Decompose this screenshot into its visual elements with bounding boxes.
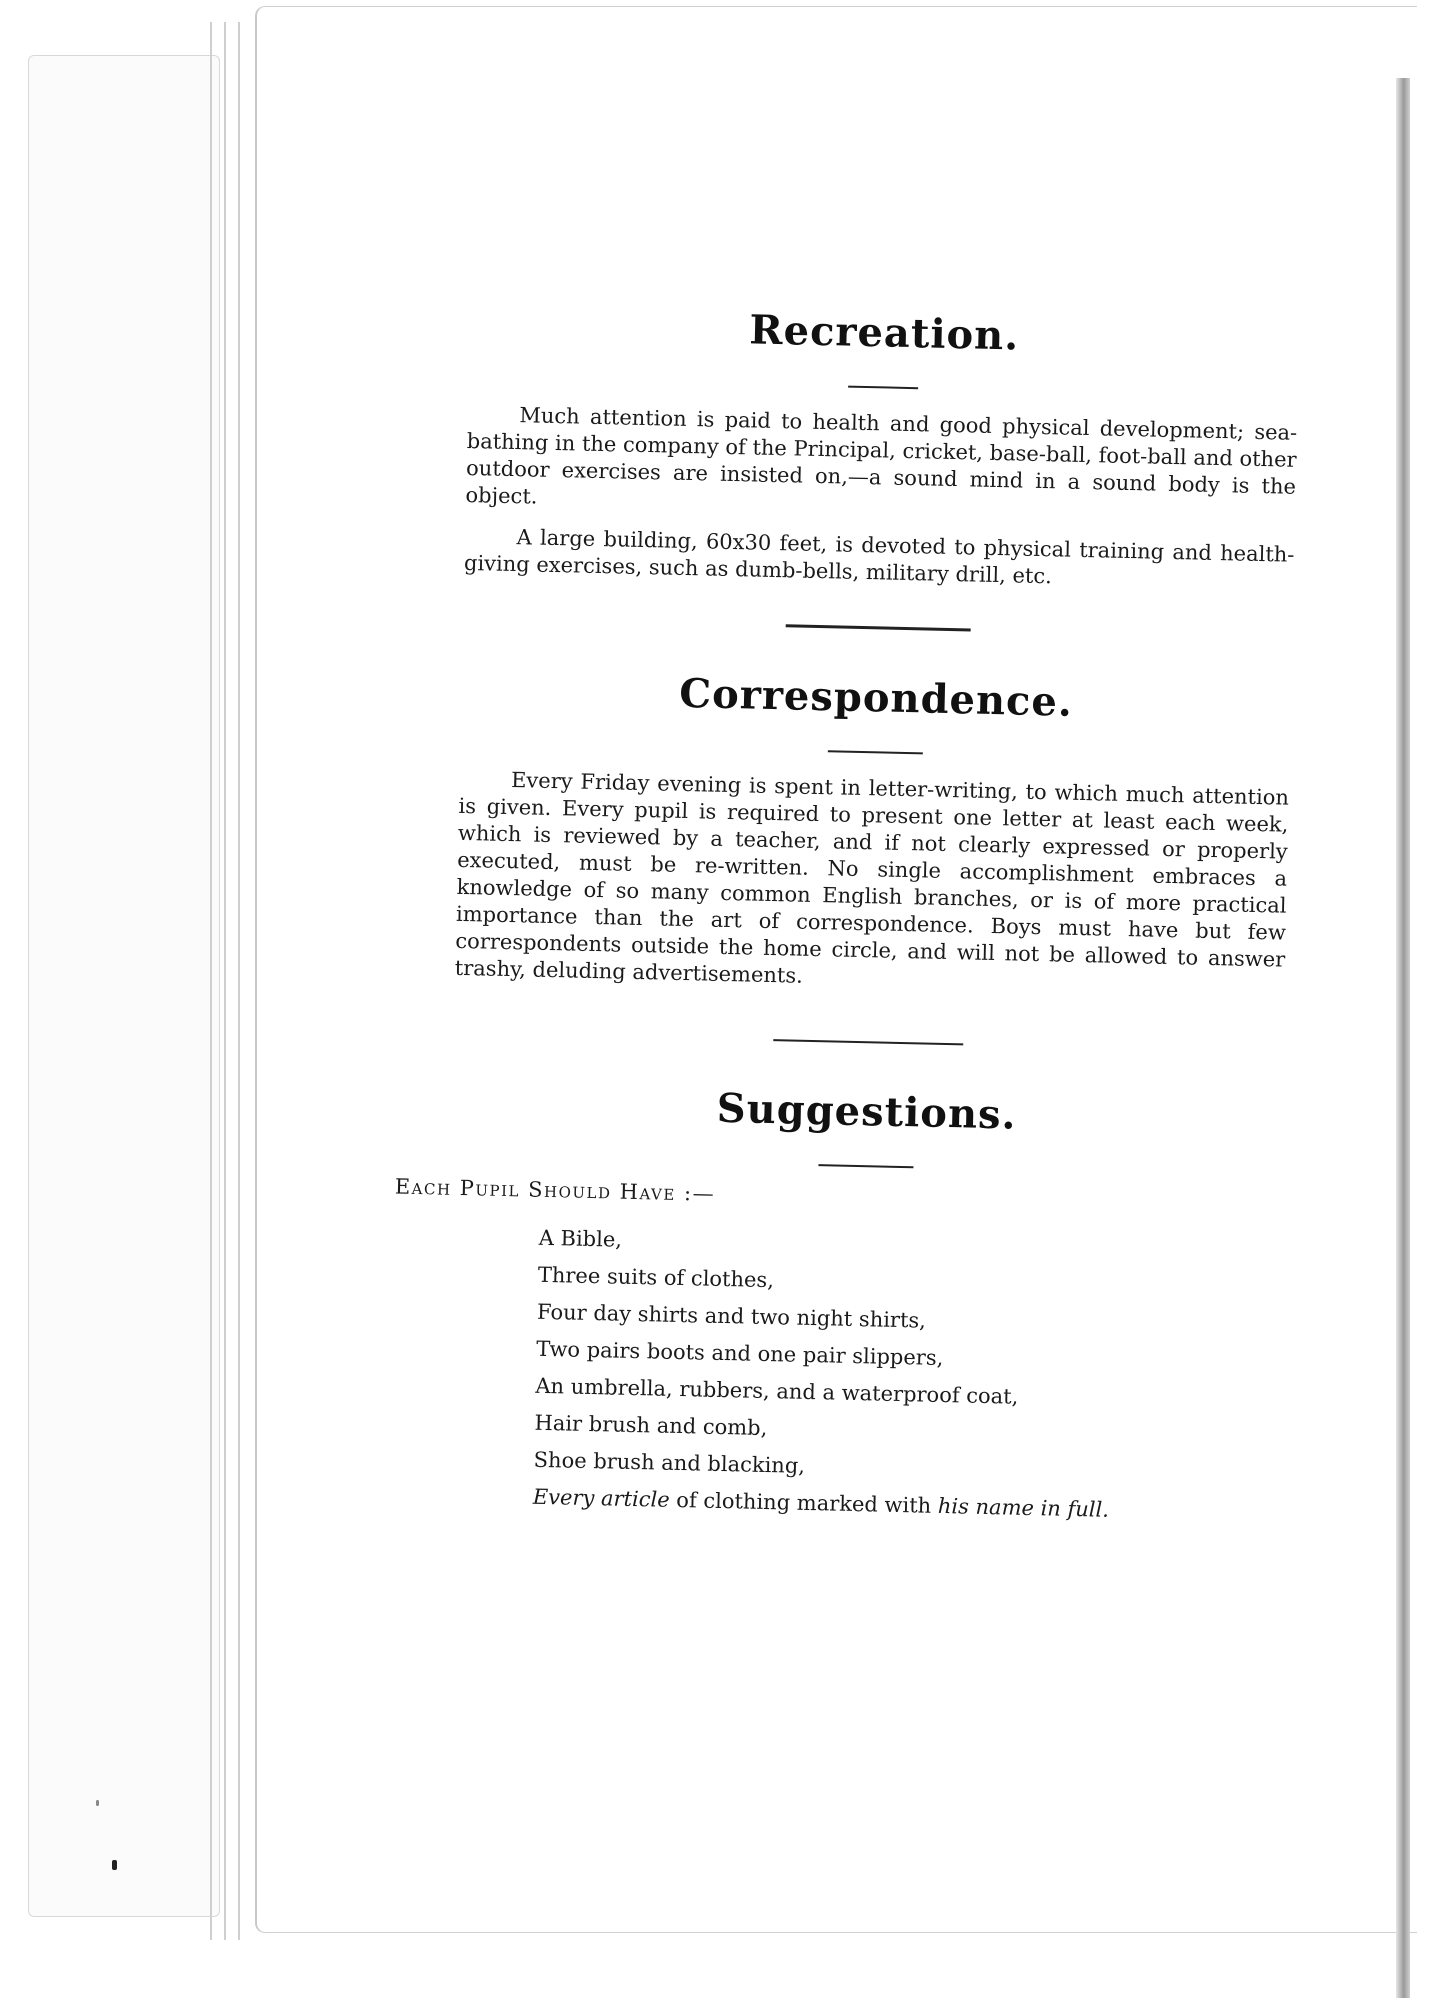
list-item-text: of clothing marked with — [669, 1487, 939, 1518]
edge-mark — [96, 1800, 99, 1806]
list-item: An umbrella, rubbers, and a waterproof coat, — [535, 1373, 1019, 1409]
correspondence-paragraph: Every Friday evening is spent in letter-writing, to which much attention is given. Every pupil is required to present one letter at least each week, which is reviewed by a teacher, and if not clearly expressed or properly executed, must be re-written. No single accomplishment embraces a knowledge of so many common English branches, or is of more practical importance than the art of correspondence. Boys must have but few correspondents outside the home circle, and will not be allowed to answer trashy, deluding advertisements. — [454, 768, 1290, 988]
correspondence-heading: Correspondence. — [678, 669, 1074, 726]
list-item-emphasis: his name in full. — [937, 1493, 1110, 1522]
back-page-edge — [28, 55, 220, 1917]
recreation-paragraph-2: A large building, 60x30 feet, is devoted to physical training and health-giving exercises, such as dumb-bells, military drill, etc. — [463, 525, 1295, 589]
page-spine-shadow — [1396, 78, 1410, 1998]
page-stack-edge — [238, 22, 240, 1940]
suggestions-list — [442, 1218, 1279, 1533]
list-item: Shoe brush and blacking, — [533, 1447, 806, 1478]
list-item: Four day shirts and two night shirts, — [536, 1299, 927, 1333]
edge-mark — [112, 1860, 117, 1870]
list-item: Two pairs boots and one pair slippers, — [535, 1336, 944, 1371]
page-content — [394, 300, 1299, 1533]
recreation-paragraph-1: Much attention is paid to health and good physical development; sea-bathing in the company of the Principal, cricket, base-ball, foot-ball and other outdoor exercises are insisted on,—a sound mind in a sound body is the object. — [465, 403, 1298, 509]
section-divider — [785, 624, 970, 631]
page-stack-edge — [224, 22, 226, 1940]
list-item: Three suits of clothes, — [537, 1262, 775, 1293]
page-stack-edge — [210, 22, 212, 1940]
list-item-emphasis: Every article — [532, 1484, 670, 1512]
section-divider — [848, 386, 918, 390]
list-item: Hair brush and comb, — [534, 1410, 768, 1441]
suggestions-heading: Suggestions. — [716, 1084, 1018, 1139]
suggestions-intro: Each Pupil Should Have :— — [394, 1174, 716, 1206]
section-divider — [818, 1164, 913, 1168]
list-item: A Bible, — [538, 1225, 623, 1252]
section-divider — [773, 1039, 963, 1045]
recreation-section — [464, 300, 1300, 596]
correspondence-section — [455, 665, 1292, 1001]
suggestions-section — [394, 1079, 1282, 1533]
recreation-heading: Recreation. — [748, 306, 1020, 360]
section-divider — [827, 750, 922, 754]
